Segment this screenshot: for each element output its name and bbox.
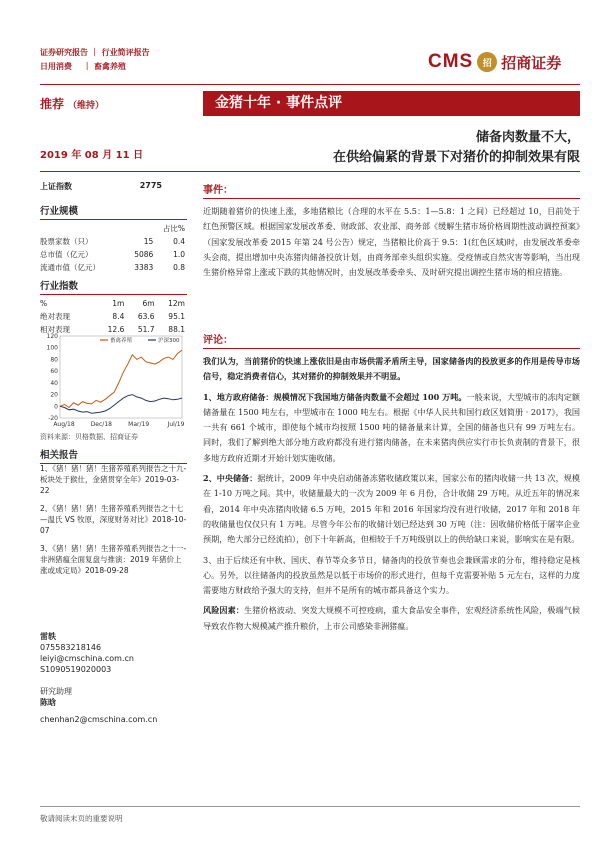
perf-label: 绝对表现	[40, 312, 70, 321]
logo-badge-icon: 招	[477, 52, 497, 72]
tag-report-subtype: 行业简评报告	[101, 48, 150, 57]
risk-body: 生猪价格波动、突发大规模不可控疫病，重大食品安全事件，宏观经济系统性风险，极端气候导致农作物大规模减产推升粮价，上市公司感染非洲猪瘟。	[203, 605, 580, 631]
analyst-cert: S1090519020003	[40, 665, 112, 674]
rating	[40, 95, 104, 112]
related-item[interactable]: 3、《猪！猪！猪！生猪养殖系列报告之十一-非洲猪瘟全面复盘与推演：2019 年猪价上涨或成定局》2018-09-28	[40, 544, 187, 575]
rating-qualifier: （维持）	[68, 101, 105, 111]
performance-chart	[40, 330, 187, 428]
cms-logo	[428, 48, 578, 76]
assistant-block	[40, 686, 157, 725]
point-1-body: 一般来说，大型城市的冻肉定额储备量在 1500 吨左右，中型城市在 1000 吨左右。根据《中华人民共和国行政区划简册 · 2017》，我国一共有 661 个城市，即使每个城市均按照 1500 吨的储备量来计算，全国的储备也只有 99 万吨左右。同时，我们了解到绝大部分地方政府都没有进行猪肉储备，在未来猪肉供应实行市长负责制的背景下，很多地方政府近期才开始计划实施收储。	[203, 391, 580, 463]
risk-head: 风险因素：	[203, 605, 244, 616]
comment-point-1	[203, 390, 580, 466]
index-row	[40, 181, 162, 192]
series-line	[60, 350, 182, 407]
related-item[interactable]: 1、《猪！猪！猪！生猪养殖系列报告之十九-板块处于猴仕，金猪贯穿全年》2019-03-22	[40, 464, 187, 495]
risk-factors	[203, 603, 580, 634]
x-tick-label: Mar/19	[128, 421, 150, 428]
comment-point-2	[203, 471, 580, 547]
perf-header-cell: 6m	[142, 299, 155, 308]
related-reports	[40, 447, 187, 464]
perf-header-cell: 12m	[168, 299, 185, 308]
comment-section	[203, 331, 580, 634]
scale-table	[40, 222, 185, 274]
footer-note: 敬请阅读末页的重要说明	[40, 814, 123, 823]
rating-label: 推荐	[40, 97, 65, 111]
logo-cn-text: 招商证券	[501, 53, 562, 72]
perf-header-cell: %	[40, 299, 48, 308]
y-tick-label: 120	[46, 333, 58, 340]
scale-title: 行业规模	[40, 203, 187, 220]
scale-pct: 0.8	[173, 263, 185, 272]
event-title: 事件：	[203, 181, 580, 199]
event-text: 近期随着猪价的快速上涨，多地猪粮比（合理的水平在 5.5：1—5.8：1 之间）已经超过 10，目前处于红色预警区域。根据国家发展改革委、财政部、农业部、商务部《缓解生猪市场价格周期性波动调控预案》（国家发展改革委 2015 年第 24 号公告）规定，当猪粮比价高于 9.5：1(红色区域)时，由发展改革委牵头会商，提出增加中央冻猪肉储备投放计划，由商务部牵头组织实施。受疫情或自然灾害等影响，当出现生猪价格异常上涨或下跌的其他情况时，由发展改革委牵头、及时研究提出调控生猪市场的相应措施。	[203, 206, 580, 278]
perf-value: 8.4	[112, 312, 125, 321]
legend-label: 沪深300	[158, 338, 180, 344]
scale-value: 5086	[134, 250, 154, 259]
analyst-name: 雷轶	[40, 632, 56, 641]
assistant-name: 陈晗	[40, 698, 56, 707]
table-row	[40, 261, 185, 274]
scale-label: 股票家数（只）	[40, 237, 93, 246]
index-label: 上证指数	[40, 182, 72, 191]
point-2-body: 据统计，2009 年中央启动储备冻猪收储政策以来，国家公布的猪肉收储一共 13 次，规模在 1-10 万吨之间。其中，收储量最大的一次为 2009 年 6 月份，合计收储 29 万吨。从近五年的情况来看，2014 年中央冻猪肉收储 6.5 万吨，2015 年和 2016 年国家均没有进行收储，2017 年和 2018 年的收储量也仅仅只有 1 万吨。尽管今年公布的收储计划已经达到 30 万吨（注：因收储价格低于屠宰企业预期，绝大部分已经流拍），创下十年新高，但相较于千万吨级别以上的供给缺口来说，影响实在是有限。	[203, 473, 580, 545]
comment-lead	[203, 354, 580, 385]
y-tick-label: 100	[46, 344, 58, 352]
scale-label: 流通市值（亿元）	[40, 263, 100, 272]
analyst-block	[40, 631, 134, 675]
scale-pct: 1.0	[173, 250, 185, 259]
related-title: 相关报告	[40, 447, 187, 464]
index-value: 2775	[139, 181, 162, 190]
table-row	[40, 310, 185, 323]
comment-point-3: 3、由于后续还有中秋、国庆、春节等众多节日，储备肉的投放节奏也会兼顾需求的分布，维持稳定是核心。另外，以往储备肉的投放虽然是以低于市场价的形式进行，但每千克需要补贴 5 元左右，这样的力度需要地方财政给予强大的支持，但并不是所有的城市都具备这个实力。	[203, 554, 580, 596]
y-tick-label: -20	[48, 415, 58, 422]
tag-subsector: 畜禽养殖	[93, 62, 126, 71]
y-tick-label: 60	[50, 368, 58, 376]
comment-lead-text: 我们认为，当前猪价的快速上涨依旧是由市场供需矛盾所主导，国家储备肉的投放更多的作用是传导市场信号，稳定消费者信心，其对猪价的抑制效果并不明显。	[203, 356, 580, 382]
analyst-email[interactable]: leiyi@cmschina.com.cn	[40, 654, 134, 663]
event-section	[203, 181, 580, 280]
point-2-head: 2、中央储备：	[203, 473, 258, 484]
point-1-head: 1、地方政府储备：规模情况下我国地方储备肉数量不会超过 100 万吨。	[203, 391, 467, 402]
x-tick-label: Dec/18	[90, 421, 112, 428]
perf-value: 88.1	[168, 325, 185, 334]
logo-cms-text: CMS	[428, 51, 474, 72]
headline	[198, 128, 580, 168]
headline-line2: 在供给偏紧的背景下对猪价的抑制效果有限	[332, 150, 580, 165]
assistant-email[interactable]: chenhan2@cmschina.com.cn	[40, 715, 158, 724]
perf-value: 12.6	[107, 325, 125, 334]
x-tick-label: Jul/19	[167, 421, 185, 428]
y-tick-label: 80	[50, 356, 58, 364]
table-row	[40, 235, 185, 248]
report-banner: 金猪十年 · 事件点评	[203, 91, 580, 116]
related-item[interactable]: 2、《猪！猪！猪！生猪养殖系列报告之十七—温氏 VS 牧原，深度财务对比》2018-10-07	[40, 504, 187, 535]
assistant-title: 研究助理	[40, 687, 72, 696]
y-tick-label: 40	[50, 379, 58, 387]
industry-performance	[40, 278, 187, 336]
perf-header-cell: 1m	[112, 299, 125, 308]
y-tick-label: 20	[50, 391, 58, 399]
chart-source: 资料来源：贝格数据、招商证券	[40, 433, 138, 441]
report-date: 2019 年 08 月 11 日	[40, 150, 144, 161]
scale-header-pct: 占比%	[162, 224, 185, 233]
analyst-phone: 075583218146	[40, 643, 102, 652]
y-tick-label: 0	[54, 403, 58, 411]
perf-value: 51.7	[137, 325, 155, 334]
comment-title: 评论：	[203, 331, 580, 349]
headline-line1: 储备肉数量不大，	[475, 130, 580, 145]
legend-label: 畜禽养殖	[110, 338, 133, 344]
industry-scale	[40, 203, 187, 274]
perf-title: 行业指数	[40, 278, 187, 295]
x-tick-label: Aug/18	[53, 421, 75, 428]
report-tags: 证券研究报告 ｜ 行业简评报告 日用消费 ｜ 畜禽养殖	[40, 46, 150, 74]
footer-divider	[40, 806, 580, 807]
headline-divider	[40, 171, 580, 172]
table-row	[40, 248, 185, 261]
tag-sector: 日用消费	[40, 62, 72, 71]
scale-value: 3383	[134, 263, 154, 272]
perf-value: 63.6	[137, 312, 155, 321]
scale-pct: 0.4	[173, 237, 185, 246]
header-divider	[40, 84, 580, 85]
scale-label: 总市值（亿元）	[40, 250, 93, 259]
series-line	[60, 395, 182, 414]
tag-report-type: 证券研究报告	[40, 48, 88, 57]
table-header	[40, 297, 185, 310]
perf-label: 相对表现	[40, 325, 70, 334]
scale-value: 15	[143, 237, 154, 246]
perf-value: 95.1	[168, 312, 185, 321]
